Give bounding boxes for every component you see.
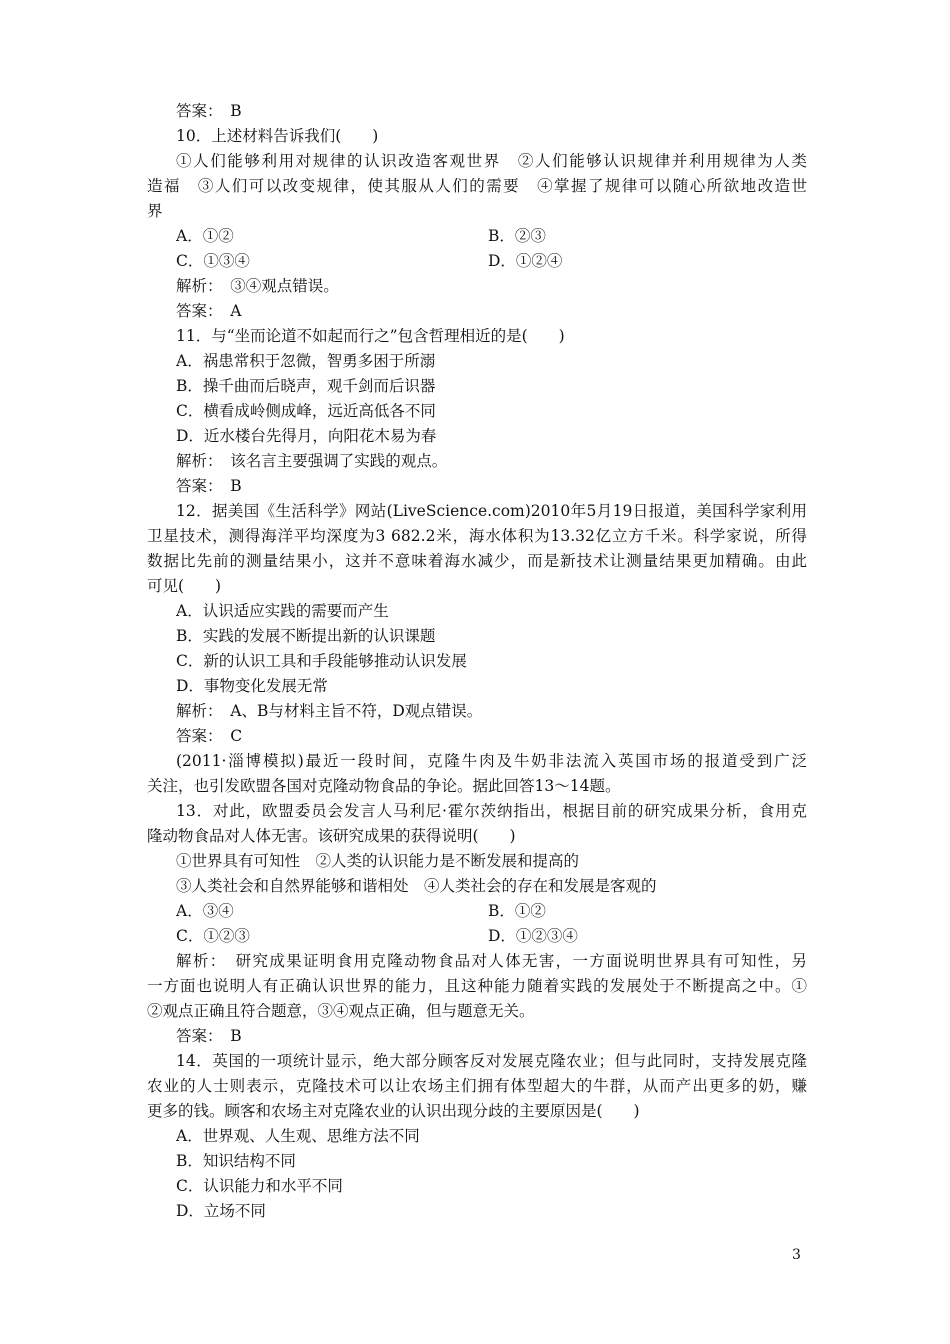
q10-options-line: ①人们能够利用对规律的认识改造客观世界 ②人们能够认识规律并利用规律为人类 <box>176 152 807 170</box>
q10-choice-d: D．①②④ <box>488 252 563 270</box>
q13-options-line: ①世界具有可知性 ②人类的认识能力是不断发展和提高的 <box>176 852 580 870</box>
q11-stem: 11．与“坐而论道不如起而行之”包含哲理相近的是( ) <box>176 327 565 345</box>
q12-stem-line: 可见( ) <box>147 577 222 595</box>
q10-analysis: 解析： ③④观点错误。 <box>176 277 339 295</box>
q14-choice-b: B．知识结构不同 <box>176 1152 296 1170</box>
q13-stem-line: 13．对此，欧盟委员会发言人马利尼·霍尔茨纳指出，根据目前的研究成果分析，食用克 <box>176 802 807 820</box>
q14-stem-line: 农业的人士则表示，克隆技术可以让农场主们拥有体型超大的牛群，从而产出更多的奶，赚 <box>147 1077 807 1095</box>
q13-choice-d: D．①②③④ <box>488 927 578 945</box>
q13-analysis-line: ②观点正确且符合题意，③④观点正确，但与题意无关。 <box>147 1002 535 1020</box>
q12-analysis: 解析： A、B与材料主旨不符，D观点错误。 <box>176 702 483 720</box>
q9-answer: 答案： B <box>176 102 242 120</box>
q12-answer: 答案： C <box>176 727 243 745</box>
q13-choice-c: C．①②③ <box>176 927 250 945</box>
q10-stem: 10．上述材料告诉我们( ) <box>176 127 379 145</box>
q14-choice-c: C．认识能力和水平不同 <box>176 1177 343 1195</box>
intro-line: 关注，也引发欧盟各国对克隆动物食品的争论。据此回答13～14题。 <box>147 777 621 795</box>
q13-stem-line: 隆动物食品对人体无害。该研究成果的获得说明( ) <box>147 827 516 845</box>
q14-choice-d: D．立场不同 <box>176 1202 266 1220</box>
q12-choice-a: A．认识适应实践的需要而产生 <box>176 602 389 620</box>
q11-choice-c: C．横看成岭侧成峰，远近高低各不同 <box>176 402 436 420</box>
q12-choice-c: C．新的认识工具和手段能够推动认识发展 <box>176 652 467 670</box>
q12-choice-d: D．事物变化发展无常 <box>176 677 328 695</box>
q14-stem-line: 更多的钱。顾客和农场主对克隆农业的认识出现分歧的主要原因是( ) <box>147 1102 640 1120</box>
q10-options-line: 造福 ③人们可以改变规律，使其服从人们的需要 ④掌握了规律可以随心所欲地改造世 <box>147 177 807 195</box>
q10-answer: 答案： A <box>176 302 242 320</box>
q10-choice-a: A．①② <box>176 227 234 245</box>
q12-stem-line: 12．据美国《生活科学》网站(LiveScience.com)2010年5月19日报道，美国科学家利用 <box>176 502 807 520</box>
q14-stem-line: 14．英国的一项统计显示，绝大部分顾客反对发展克隆农业；但与此同时，支持发展克隆 <box>176 1052 807 1070</box>
q10-choice-c: C．①③④ <box>176 252 250 270</box>
q11-choice-d: D．近水楼台先得月，向阳花木易为春 <box>176 427 437 445</box>
q12-stem-line: 卫星技术，测得海洋平均深度为3 682.2米，海水体积为13.32亿立方千米。科学家说，所得 <box>147 527 807 545</box>
q13-options-line: ③人类社会和自然界能够和谐相处 ④人类社会的存在和发展是客观的 <box>176 877 657 895</box>
q13-choice-b: B．①② <box>488 902 546 920</box>
q13-analysis-line: 解析： 研究成果证明食用克隆动物食品对人体无害，一方面说明世界具有可知性，另 <box>176 952 807 970</box>
q13-answer: 答案： B <box>176 1027 242 1045</box>
q10-options-line: 界 <box>147 202 163 220</box>
intro-line: (2011·淄博模拟)最近一段时间，克隆牛肉及牛奶非法流入英国市场的报道受到广泛 <box>176 752 807 770</box>
page-number: 3 <box>792 1247 801 1263</box>
q11-choice-a: A．祸患常积于忽微，智勇多困于所溺 <box>176 352 436 370</box>
q13-analysis-line: 一方面也说明人有正确认识世界的能力，且这种能力随着实践的发展处于不断提高之中。① <box>147 977 807 995</box>
q12-choice-b: B．实践的发展不断提出新的认识课题 <box>176 627 436 645</box>
q14-choice-a: A．世界观、人生观、思维方法不同 <box>176 1127 420 1145</box>
q10-choice-b: B．②③ <box>488 227 546 245</box>
q11-choice-b: B．操千曲而后晓声，观千剑而后识器 <box>176 377 436 395</box>
q12-stem-line: 数据比先前的测量结果小，这并不意味着海水减少，而是新技术让测量结果更加精确。由此 <box>147 552 807 570</box>
q11-analysis: 解析： 该名言主要强调了实践的观点。 <box>176 452 448 470</box>
q11-answer: 答案： B <box>176 477 242 495</box>
q13-choice-a: A．③④ <box>176 902 234 920</box>
